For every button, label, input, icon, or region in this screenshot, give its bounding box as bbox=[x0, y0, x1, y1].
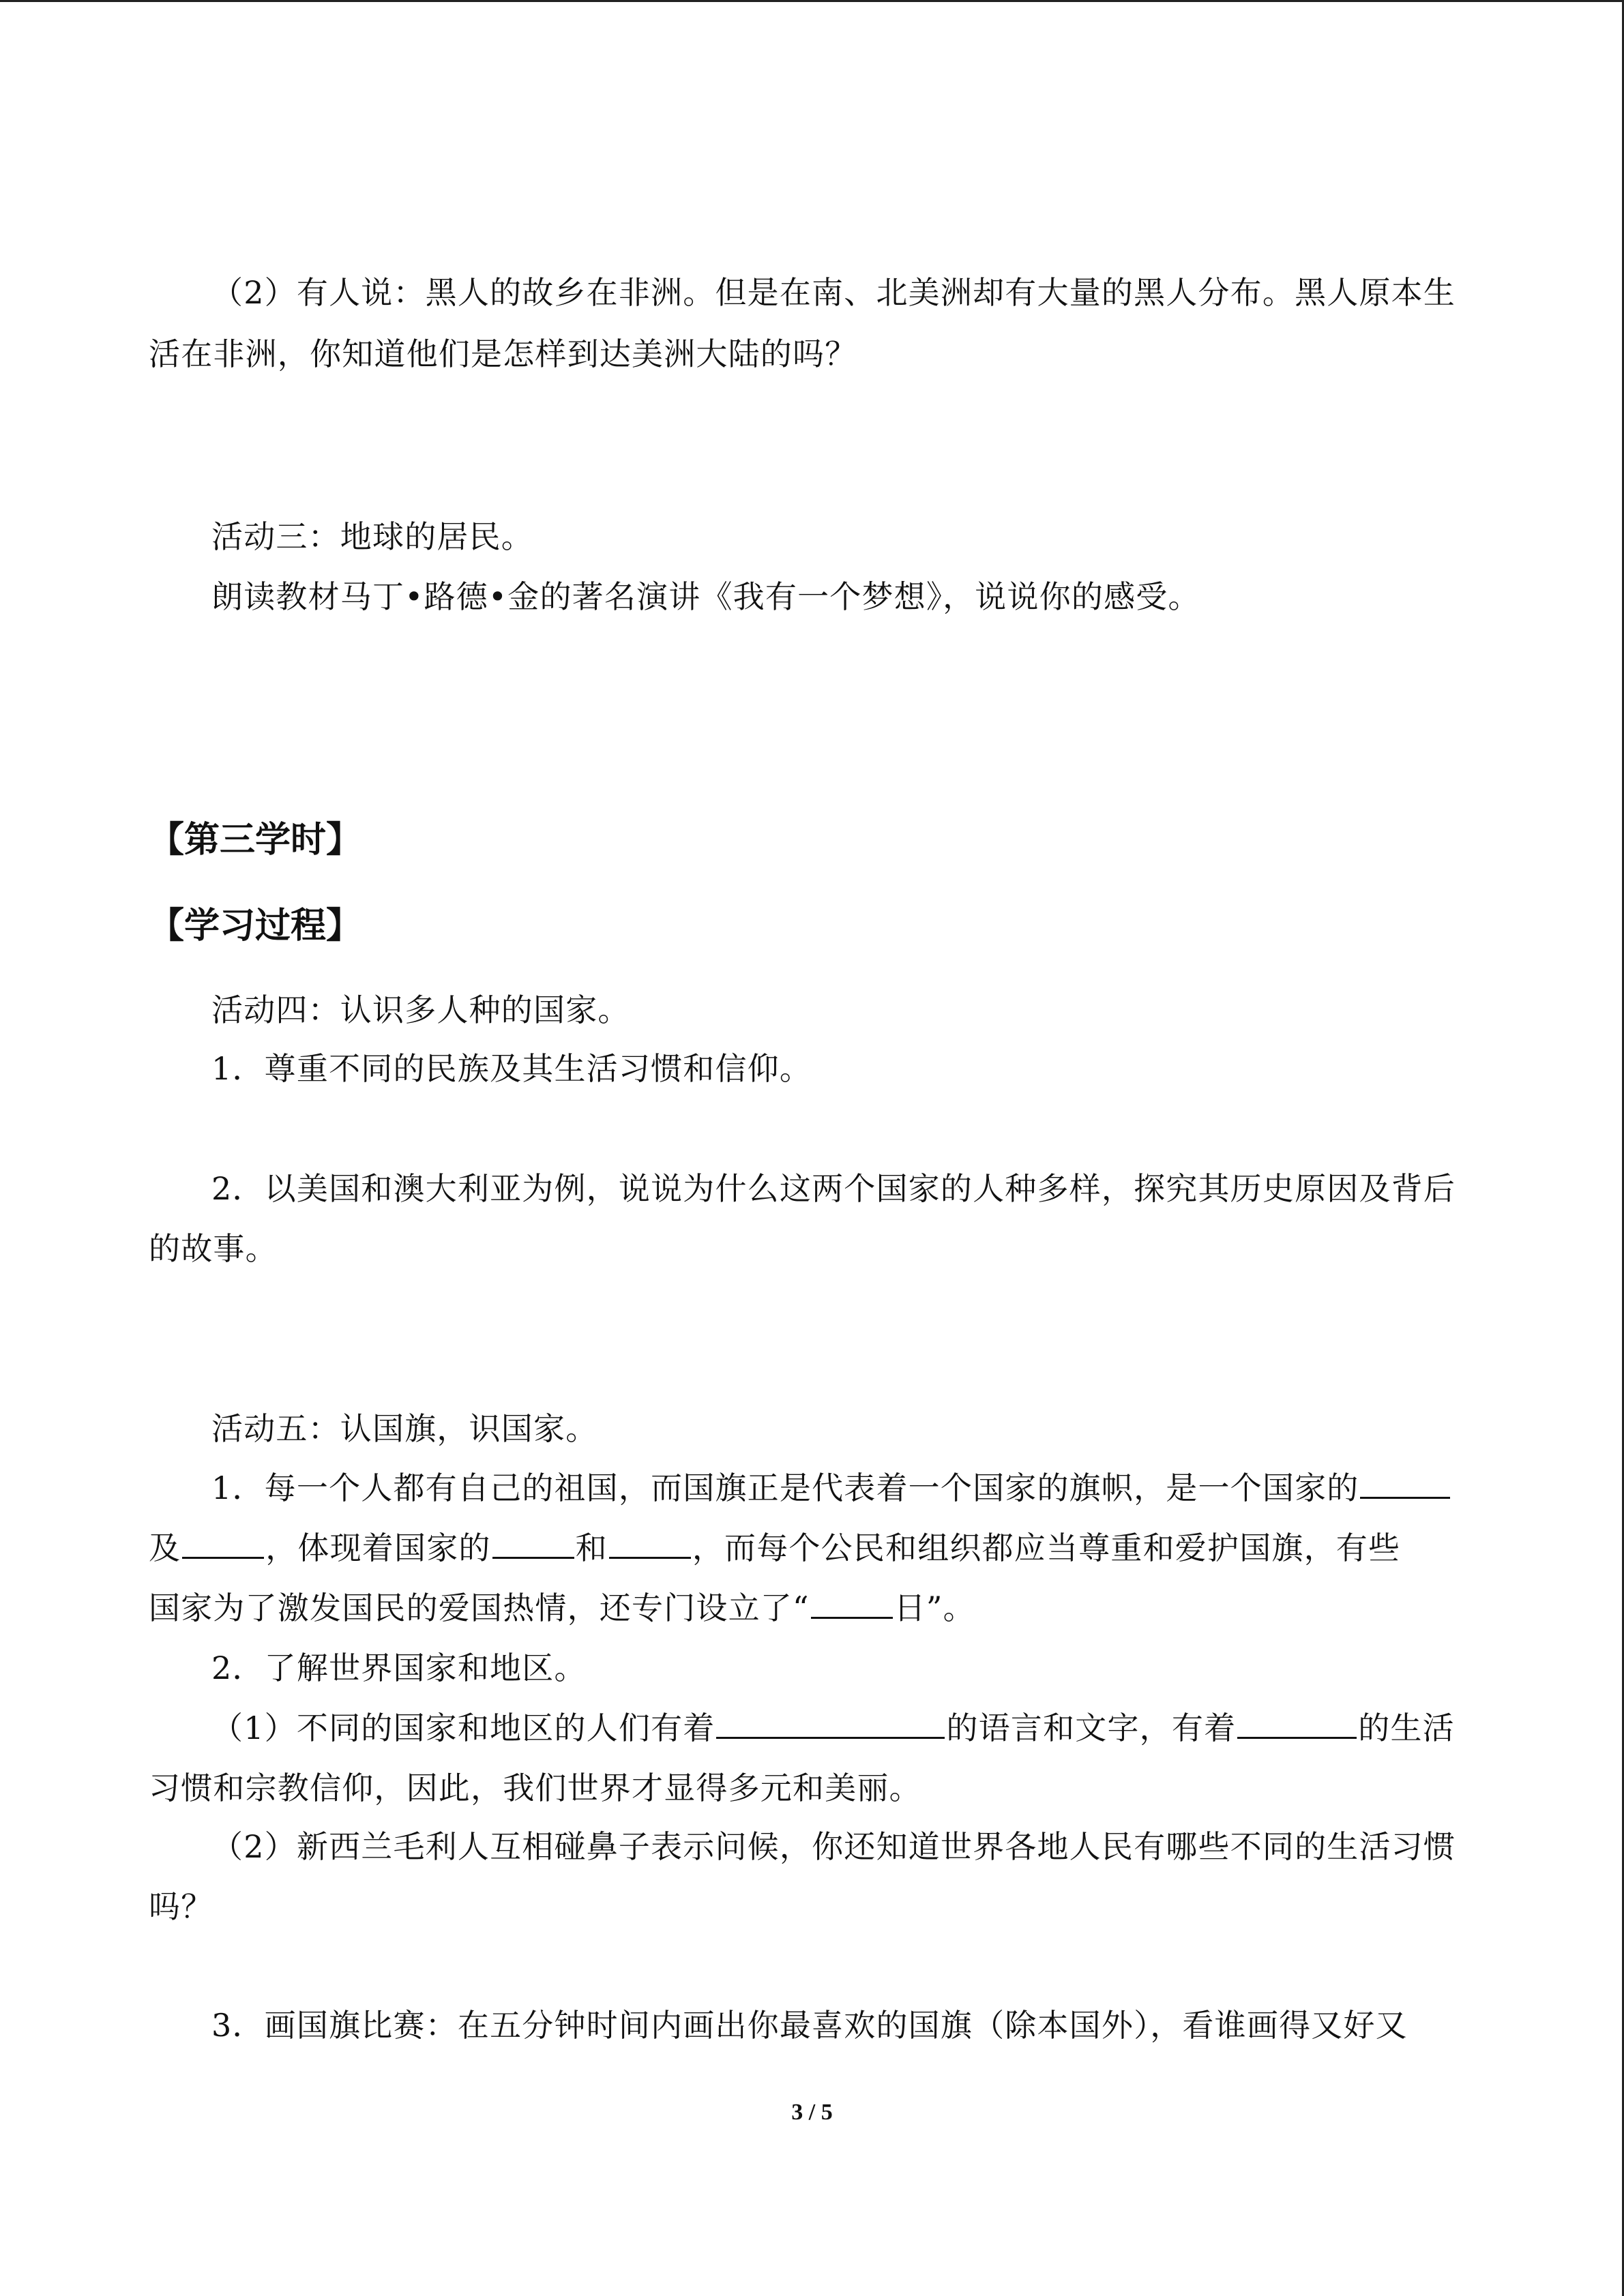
fill-blank-2[interactable] bbox=[182, 1527, 264, 1559]
q2-text-line1: （2）有人说：黑人的故乡在非洲。但是在南、北美洲却有大量的黑人分布。黑人原本生 bbox=[211, 274, 1456, 311]
fill-blank-1[interactable] bbox=[1360, 1467, 1450, 1499]
fill-blank-3[interactable] bbox=[492, 1527, 574, 1559]
text-segment: 和 bbox=[575, 1530, 608, 1566]
fill-blank-5[interactable] bbox=[811, 1587, 893, 1619]
activity5-item3: 3．画国旗比赛：在五分钟时间内画出你最喜欢的国旗（除本国外），看谁画得又好又 bbox=[211, 2007, 1408, 2044]
activity5-title: 活动五：认国旗，识国家。 bbox=[211, 1410, 598, 1447]
activity5-item1-text: 1．每一个人都有自己的祖国，而国旗正是代表着一个国家的旗帜，是一个国家的 bbox=[211, 1470, 1359, 1506]
activity5-item2-sub2-line2: 吗？ bbox=[149, 1888, 213, 1925]
activity4-item2-line2: 的故事。 bbox=[149, 1230, 278, 1267]
fill-blank-7[interactable] bbox=[1237, 1707, 1357, 1739]
page-number: 3 / 5 bbox=[791, 2100, 833, 2125]
text-segment: 及 bbox=[149, 1530, 181, 1566]
activity3-title: 活动三：地球的居民。 bbox=[211, 518, 533, 555]
text-segment: 的生活 bbox=[1358, 1710, 1455, 1746]
activity5-item1-line2 bbox=[149, 1526, 1479, 1570]
activity5-item2: 2．了解世界国家和地区。 bbox=[211, 1650, 587, 1686]
q2-text-line2: 活在非洲，你知道他们是怎样到达美洲大陆的吗？ bbox=[149, 336, 857, 372]
activity5-item1-line1 bbox=[211, 1466, 1479, 1510]
fill-blank-4[interactable] bbox=[609, 1527, 691, 1559]
text-segment: 国家为了激发国民的爱国热情，还专门设立了“ bbox=[149, 1590, 810, 1626]
process-heading: 【学习过程】 bbox=[149, 906, 362, 946]
page-border-top bbox=[0, 0, 1624, 2]
text-segment: 的语言和文字，有着 bbox=[946, 1710, 1237, 1746]
text-segment: ，而每个公民和组织都应当尊重和爱护国旗，有些 bbox=[692, 1530, 1401, 1566]
text-segment: 日”。 bbox=[894, 1590, 975, 1626]
fill-blank-6[interactable] bbox=[716, 1707, 945, 1739]
activity5-item2-sub1-line2: 习惯和宗教信仰，因此，我们世界才显得多元和美丽。 bbox=[149, 1770, 921, 1806]
activity5-item2-sub1-line1 bbox=[211, 1706, 1479, 1750]
lesson-heading: 【第三学时】 bbox=[149, 820, 362, 861]
activity5-item2-sub2-line1: （2）新西兰毛利人互相碰鼻子表示问候，你还知道世界各地人民有哪些不同的生活习惯 bbox=[211, 1828, 1456, 1865]
activity4-item2-line1: 2．以美国和澳大利亚为例，说说为什么这两个国家的人种多样，探究其历史原因及背后 bbox=[211, 1170, 1456, 1207]
activity5-item1-line3 bbox=[149, 1586, 1479, 1630]
text-segment: （1）不同的国家和地区的人们有着 bbox=[211, 1710, 715, 1746]
text-segment: ，体现着国家的 bbox=[265, 1530, 491, 1566]
activity4-item1: 1．尊重不同的民族及其生活习惯和信仰。 bbox=[211, 1050, 812, 1087]
activity4-title: 活动四：认识多人种的国家。 bbox=[211, 992, 630, 1028]
activity3-task: 朗读教材马丁•路德•金的著名演讲《我有一个梦想》，说说你的感受。 bbox=[211, 578, 1200, 615]
